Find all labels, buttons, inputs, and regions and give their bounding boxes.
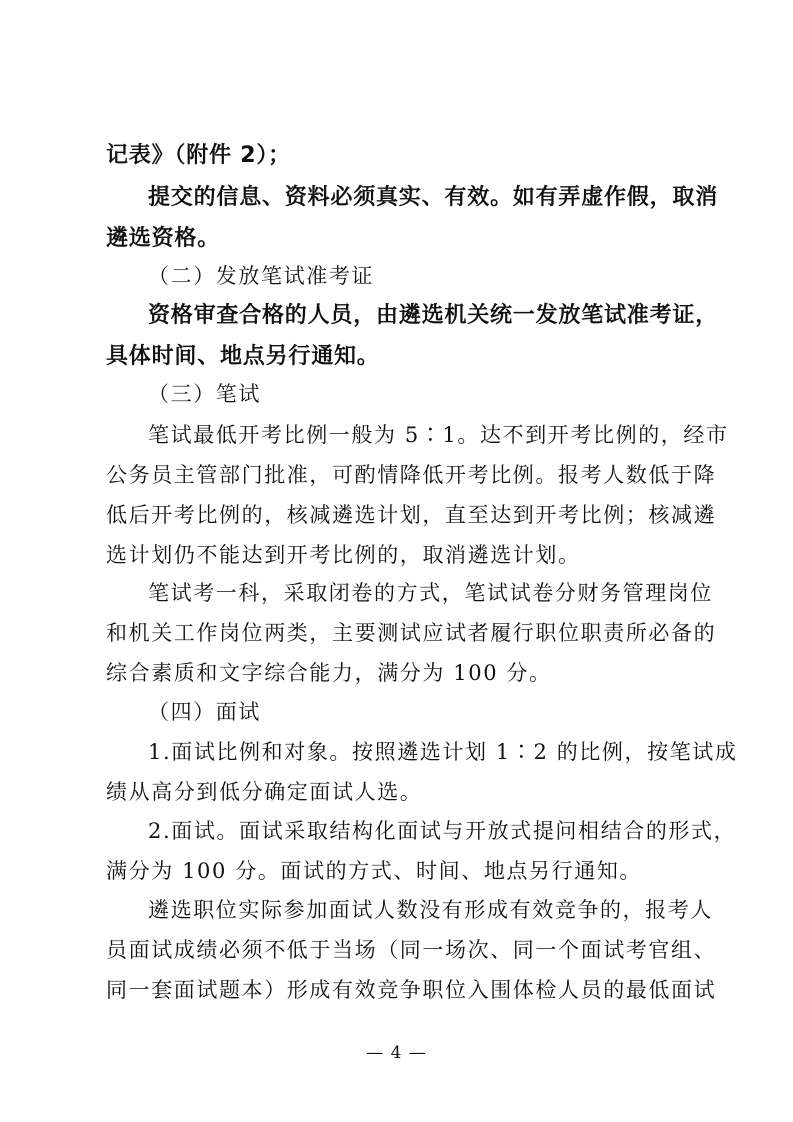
paragraph-line: 公务员主管部门批准，可酌情降低开考比例。报考人数低于降: [106, 463, 717, 487]
paragraph-line: 同一套面试题本）形成有效竞争职位入围体检人员的最低面试: [106, 978, 717, 1002]
paragraph-line: 1.面试比例和对象。按照遴选计划 1∶2 的比例，按笔试成: [148, 740, 738, 764]
section-heading: （四）面试: [148, 700, 261, 724]
paragraph-line: 综合素质和文字综合能力，满分为 100 分。: [106, 661, 552, 685]
paragraph-line: 记表》（附件 2）；: [106, 143, 291, 168]
paragraph-line: 遴选职位实际参加面试人数没有形成有效竞争的，报考人: [148, 898, 713, 922]
page-number: — 4 —: [366, 1043, 427, 1063]
paragraph-line: 员面试成绩必须不低于当场（同一场次、同一个面试考官组、: [106, 938, 717, 962]
paragraph-line: 和机关工作岗位两类，主要测试应试者履行职位职责所必备的: [106, 621, 717, 645]
paragraph-line: 遴选资格。: [106, 226, 221, 251]
paragraph-line: 资格审查合格的人员，由遴选机关统一发放笔试准考证，: [148, 303, 719, 328]
paragraph-line: 具体时间、地点另行通知。: [106, 344, 380, 369]
paragraph-line: 2.面试。面试采取结构化面试与开放式提问相结合的形式，: [148, 819, 737, 843]
section-heading: （二）发放笔试准考证: [148, 264, 374, 288]
paragraph-line: 提交的信息、资料必须真实、有效。如有弄虚作假，取消: [148, 185, 719, 210]
section-heading: （三）笔试: [148, 382, 261, 406]
paragraph-line: 满分为 100 分。面试的方式、时间、地点另行通知。: [106, 859, 643, 883]
paragraph-line: 选计划仍不能达到开考比例的，取消遴选计划。: [106, 543, 581, 567]
paragraph-line: 绩从高分到低分确定面试人选。: [106, 780, 423, 804]
paragraph-line: 低后开考比例的，核减遴选计划，直至达到开考比例；核减遴: [106, 503, 717, 527]
paragraph-line: 笔试最低开考比例一般为 5∶1。达不到开考比例的，经市: [148, 423, 729, 447]
paragraph-line: 笔试考一科，采取闭卷的方式，笔试试卷分财务管理岗位: [148, 581, 713, 605]
